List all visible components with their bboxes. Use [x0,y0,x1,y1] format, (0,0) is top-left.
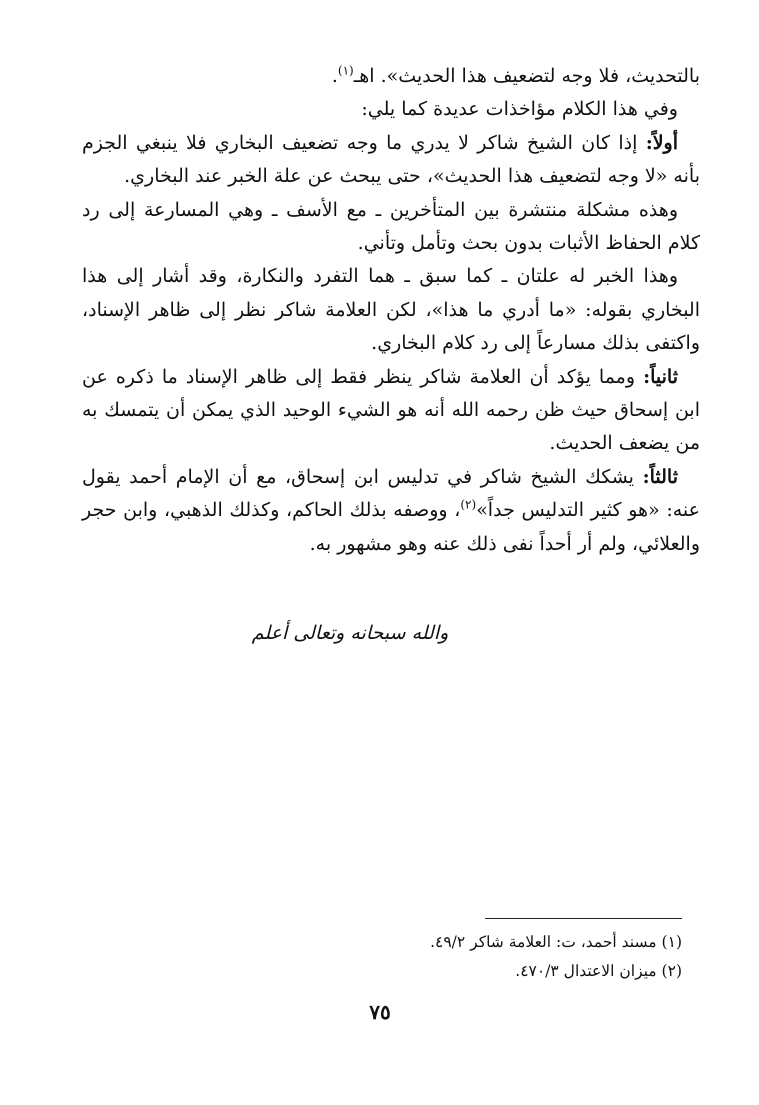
paragraph-tail: ، ووصفه بذلك الحاكم، وكذلك الذهبي، وابن حجر والعلائي، ولم أر أحداً نفى ذلك عنه وهو مشهور به. [82,499,700,555]
paragraph-text: بالتحديث، فلا وجه لتضعيف هذا الحديث». اهـ [353,65,700,87]
footnote-number: (١) [661,933,682,951]
paragraph-text: ومما يؤكد أن العلامة شاكر ينظر فقط إلى ظاهر الإسناد ما ذكره عن ابن إسحاق حيث ظن رحمه الله أنه هو الشيء الوحيد الذي يمكن أن يتمسك به من يضعف الحديث. [82,365,700,455]
paragraph-2 [82,93,700,126]
closing-phrase: والله سبحانه وتعالى أعلم [251,622,449,644]
paragraph-text: وفي هذا الكلام مؤاخذات عديدة كما يلي: [361,98,678,121]
paragraph-lead: ثالثاً: [642,465,678,488]
footnote-text: مسند أحمد، ت: العلامة شاكر ٤٩/٢. [430,933,657,951]
paragraph-7 [82,461,700,561]
paragraph-tail: . [331,65,338,87]
paragraph-3 [82,127,700,194]
page-number: ٧٥ [369,1000,391,1024]
footnote-ref: (٢) [460,497,477,512]
footnote-number: (٢) [661,962,682,980]
paragraph-6 [82,361,700,461]
paragraph-5 [82,260,700,360]
paragraph-lead: ثانياً: [643,365,678,388]
footnotes [300,928,682,986]
footnote-text: ميزان الاعتدال ٤٧٠/٣. [515,962,657,980]
paragraph-4 [82,194,700,261]
footnote-2 [300,957,682,986]
paragraph-text: إذا كان الشيخ شاكر لا يدري ما وجه تضعيف البخاري فلا ينبغي الجزم بأنه «لا وجه لتضعيف هذا الحديث»، حتى يبحث عن علة الخبر عند البخاري. [82,131,700,188]
paragraph-text: وهذا الخبر له علتان ـ كما سبق ـ هما التفرد والنكارة، وقد أشار إلى هذا البخاري بقوله: «ما أدري ما هذا»، لكن العلامة شاكر نظر إلى ظاهر الإسناد، واكتفى بذلك مسارعاً إلى رد كلام البخاري. [82,265,700,355]
footnote-divider [485,918,682,919]
footnote-ref: (١) [337,63,354,78]
paragraph-1 [82,60,700,93]
body-text [82,60,700,561]
paragraph-text: يشكك الشيخ شاكر في تدليس ابن إسحاق، مع أن الإمام أحمد يقول عنه: «هو كثير التدليس جداً» [82,465,700,522]
paragraph-text: وهذه مشكلة منتشرة بين المتأخرين ـ مع الأسف ـ وهي المسارعة إلى رد كلام الحفاظ الأثبات بدون بحث وتأمل وتأني. [82,198,700,255]
paragraph-lead: أولاً: [645,131,678,154]
footnote-1 [300,928,682,957]
